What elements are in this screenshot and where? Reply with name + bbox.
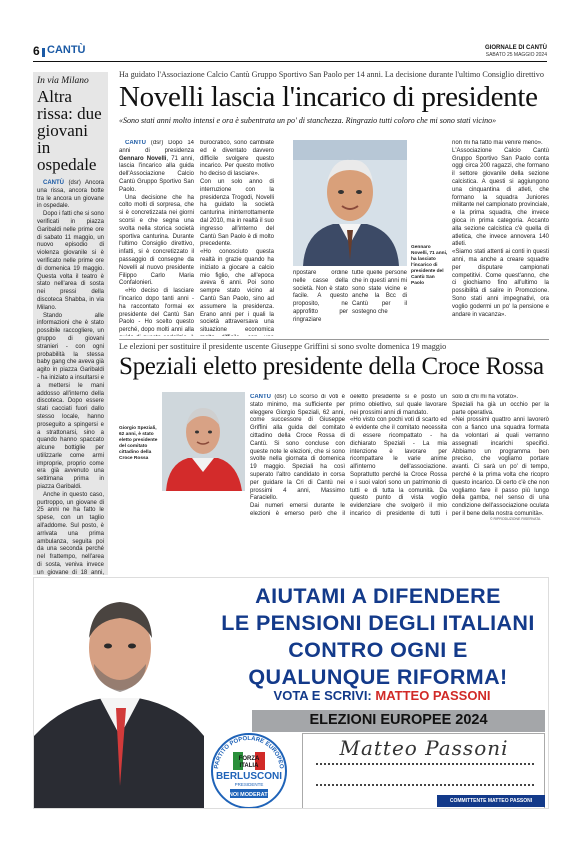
forza-italia-logo	[204, 732, 294, 809]
sidebar-tag: (dsr)	[68, 180, 81, 186]
article2-credit: © RIPRODUZIONE RISERVATA	[490, 517, 541, 521]
sidebar-p3: Stando alle informazioni che è stato possibile raccogliere, un gruppo di giovani stranieri - con ogni probabilità la stessa baby gang che aveva già agito in piazza Garibaldi - ha iniziato a insultarsi e a mettersi le mani addosso all'interno della discoteca. Dopo essere stati cacciati fuori dallo stesso locale, hanno proseguito a spingersi e a strattonarsi, sino a quando hanno spaccato alcune bottiglie per utilizzarle come armi improprie, proprio come era già avvenuto una settimana prima in piazza Garibaldi.	[37, 312, 104, 491]
article2-col2: oeletto presidente si è posto un primo obiettivo, sul quale lavorare nei prossimi anni di mandato. «Ho visto con pochi voti di scarto ed è evidente che il comitato necessita di essere ricompattato - ha dichiarato Speziali - La mia intenzione è lavorare per ricompattare le varie anime all'interno dell'associazione. Soprattutto perché la Croce Rossa e i suoi valori sono un patrimonio di tutti e di tutta la comunità. Da questo punto di vista voglio evidenziare che svolgerò il mio incarico di presidente di tutti i	[350, 394, 447, 517]
sidebar-p2: Dopo i fatti che si sono verificati in piazza Garibaldi nelle prime ore di sabato 11 maggio, un nuovo episodio di violenza giovanile si è verificato nelle prime ore di domenica 19 maggio. Questa volta il teatro è stato nell'area di sosta nei pressi della discoteca Shabba, in via Milano.	[37, 211, 104, 311]
ad-headline	[210, 583, 546, 691]
article2-tag: (dsr)	[274, 394, 287, 400]
ad-headline-line1: AIUTAMI A DIFENDERE	[255, 584, 501, 608]
sidebar-place: CANTÙ	[43, 180, 64, 186]
article1-tag: (dsr)	[150, 140, 164, 146]
political-advertisement	[33, 577, 549, 809]
ad-dotted-line-2	[316, 784, 534, 786]
ad-headline-line2: LE PENSIONI DEGLI ITALIANI	[221, 611, 535, 635]
sidebar-p1: Ancora una rissa, ancora botte tra le ancora un giovane in ospedale.	[37, 180, 104, 210]
speziali-caption: Giorgio Speziali, 62 anni, è stato eletto presidente del comitato cittadino della Croce Rossa	[119, 426, 158, 461]
article1-lead-a: Dopo 14 anni di presidenza	[119, 140, 194, 154]
logo-role: PRESIDENTE	[234, 782, 264, 787]
candidate-photo	[34, 586, 204, 809]
novelli-caption: Gennaro Novelli, 71 anni, ha lasciato l'incarico di presidente del Cantù San Paolo	[411, 245, 448, 286]
issue-date: SABATO 25 MAGGIO 2024	[485, 52, 547, 58]
logo-mid: ITALIA	[239, 763, 259, 769]
article2-title: Speziali eletto presidente della Croce Rossa	[119, 353, 544, 380]
article2-place: CANTÙ	[250, 394, 271, 400]
logo-bottom: NOI MODERATI	[228, 792, 270, 798]
sidebar-kicker: In via Milano	[37, 76, 89, 86]
article1-c1b: Una decisione che ha colto molti di sorpresa, che si è concretizzata nei giorni scorsi e che segna una svolta nella storica società sportiva canturina. Durante l'ultimo Consiglio direttivo, infatti, si è concretizzato il passaggio di consegne da Novelli al nuovo presidente Filippo Carlo Maria Confalonieri.	[119, 194, 194, 287]
article1-lead-b: , 71 anni, lascia l'incarico alla guida dell'Associazione Calcio Cantù Gruppo Sportivo San Paolo.	[119, 155, 194, 193]
article2-kicker: Le elezioni per sostituire il presidente uscente Giuseppe Griffini si sono svolte domenica 19 maggio	[119, 342, 447, 351]
page-header	[33, 44, 547, 62]
ad-committee: COMMITTENTE MATTEO PASSONI	[437, 795, 545, 807]
article1-col1	[119, 140, 194, 336]
sidebar-p4: Anche in questo caso, purtroppo, un giovane di 25 anni ne ha fatto le spese, con un taglio all'addome. Sul posto, è arrivata una prima ambulanza, seguita poi da una seconda perché nel frattempo, nell'area di sosta, veniva invece un giovane di 18 anni,	[37, 491, 104, 576]
article1-name: Gennaro Novelli	[119, 155, 167, 162]
article1-c1c: «Ho deciso di lasciare l'incarico dopo tanti anni - ha raccontato l'ormai ex presidente del Cantù San Paolo - Ho scelto questo perché, dopo molti anni alla	[119, 288, 194, 334]
masthead: GIORNALE DI CANTÙ	[485, 45, 547, 51]
novelli-portrait	[293, 140, 407, 266]
article1-col4: tutte quelle persone che in questi anni mi sono state vicine e anche la Bcc di Cantù per il sostegno che	[352, 270, 407, 315]
speziali-photo	[162, 392, 245, 491]
ad-signature: Matteo Passoni	[339, 736, 509, 760]
article1-title: Novelli lascia l'incarico di presidente	[119, 81, 538, 113]
article2-c1: Lo scorso di voti è stato minimo, ma sufficiente per eleggere Giorgio Speziali, 62 anni, come successore di Giuseppe Griffini alla guida del comitato cittadino della Croce Rossa di Cantù. Si sono concluse con queste note le elezioni, che si sono svolte nella giornata di domenica 19 maggio. Speziali ha così superato l'altro candidato in corsa per guidare la Cri di Cantù nei prossimi 4 anni, Massimo Faraciello. Dai numeri emersi durante le elezioni è emerso però che il	[250, 394, 345, 517]
article1-place: CANTÙ	[125, 140, 146, 146]
article1-kicker: Ha guidato l'Associazione Calcio Cantù Gruppo Sportivo San Paolo per 14 anni. La decisione durante l'ultimo Consiglio direttivo	[119, 70, 544, 79]
logo-top: FORZA	[238, 756, 260, 762]
article2-col3: solo di chi mi ha votato». Speziali ha già un occhio per la parte operativa. «Nei prossimi quattro anni lavorerò con a fianco una squadra formata da volontari ai quali verranno assegnati incarichi specifici. Abbiamo un programma ben preciso, che vogliamo portare avanti. Ci sarà un po' di tempo, perché è la prima volta che ricopro questo incarico. Di certo c'è che non vogliamo fare il passo più lungo della gamba, nel senso di una condizione dell'associazione oculata per il bene della nostra comunità».	[452, 394, 549, 516]
ad-cta-name: MATTEO PASSONI	[375, 688, 491, 703]
article1-col2: burocratico, sono cambiate ed è diventato davvero difficile svolgere questo incarico. Per questo motivo ho deciso di lasciare». Con un solo anno di interruzione con la presidenza Trogodi, Novelli ha guidato la società canturina ininterrottamente dal 2010, ma in realtà il suo ingresso all'interno del Cantù San Paolo è di molto precedente. «Ho conosciuto questa realtà in grazie quando ha iniziato a giocare a calcio mio figlio, che all'epoca aveva 6 anni. Poi sono sempre stato vicino al Cantù San Paolo, sino ad assumere la presidenza. Erano anni per i quali la società attraversava una situazione economica	[200, 140, 274, 334]
article1-subtitle: «Sono stati anni molto intensi e ora è subentrata un po' di stanchezza. Ringrazio tutti coloro che mi sono stati vicino»	[119, 116, 497, 125]
ad-headline-line3: CONTRO OGNI E	[288, 638, 468, 662]
article2-col1	[250, 394, 345, 519]
ad-cta-prefix: VOTA E SCRIVI:	[273, 688, 372, 703]
ad-headline-line4: QUALUNQUE RIFORMA!	[248, 665, 508, 689]
sidebar-title: Altra rissa: due giovani in ospedale	[37, 87, 102, 174]
speziali-portrait	[162, 392, 245, 491]
ad-election-label: ELEZIONI EUROPEE 2024	[309, 712, 488, 728]
novelli-photo	[293, 140, 407, 266]
sidebar-article	[33, 72, 108, 575]
article1-col3: ripostare ordine nelle casse della società. Non è stato facile. A questo proposito, ne approfitto per ringraziare	[293, 270, 348, 323]
logo-ring-text: PARTITO POPOLARE EUROPEO	[214, 735, 284, 770]
ad-call-to-action	[220, 688, 544, 703]
article1-col5: non mi ha fatto mai venire meno». L'Associazione Calcio Cantù Gruppo Sportivo San Paolo conta oggi circa 200 ragazzi, che formano il settore giovanile della sezione calcistica. A questi si aggiungono una cinquantina di atleti, che formano la squadra Juniores militante nel campionato provinciale, e la prima squadra, che invece gioca in prima categoria. Accanto alla sezione calcistica c'è quella di atletica, che invece annovera 140 atleti. «Siamo stati attenti ai conti in questi anni, ma anche a creare squadre per disputare campionati competitivi. Come quest'anno, che ci giochiamo fino all'ultimo la possibilità di salire in Promozione. Sono stati anni impegnativi, ora voglio godermi un po' la pensione e andare in vacanza».	[452, 140, 549, 318]
ad-dotted-line-1	[316, 763, 534, 765]
section-name: CANTÙ	[47, 44, 86, 56]
article-separator	[119, 339, 549, 340]
page-number: 6	[33, 44, 40, 58]
logo-name: BERLUSCONI	[215, 771, 283, 782]
section-marker	[42, 48, 45, 57]
